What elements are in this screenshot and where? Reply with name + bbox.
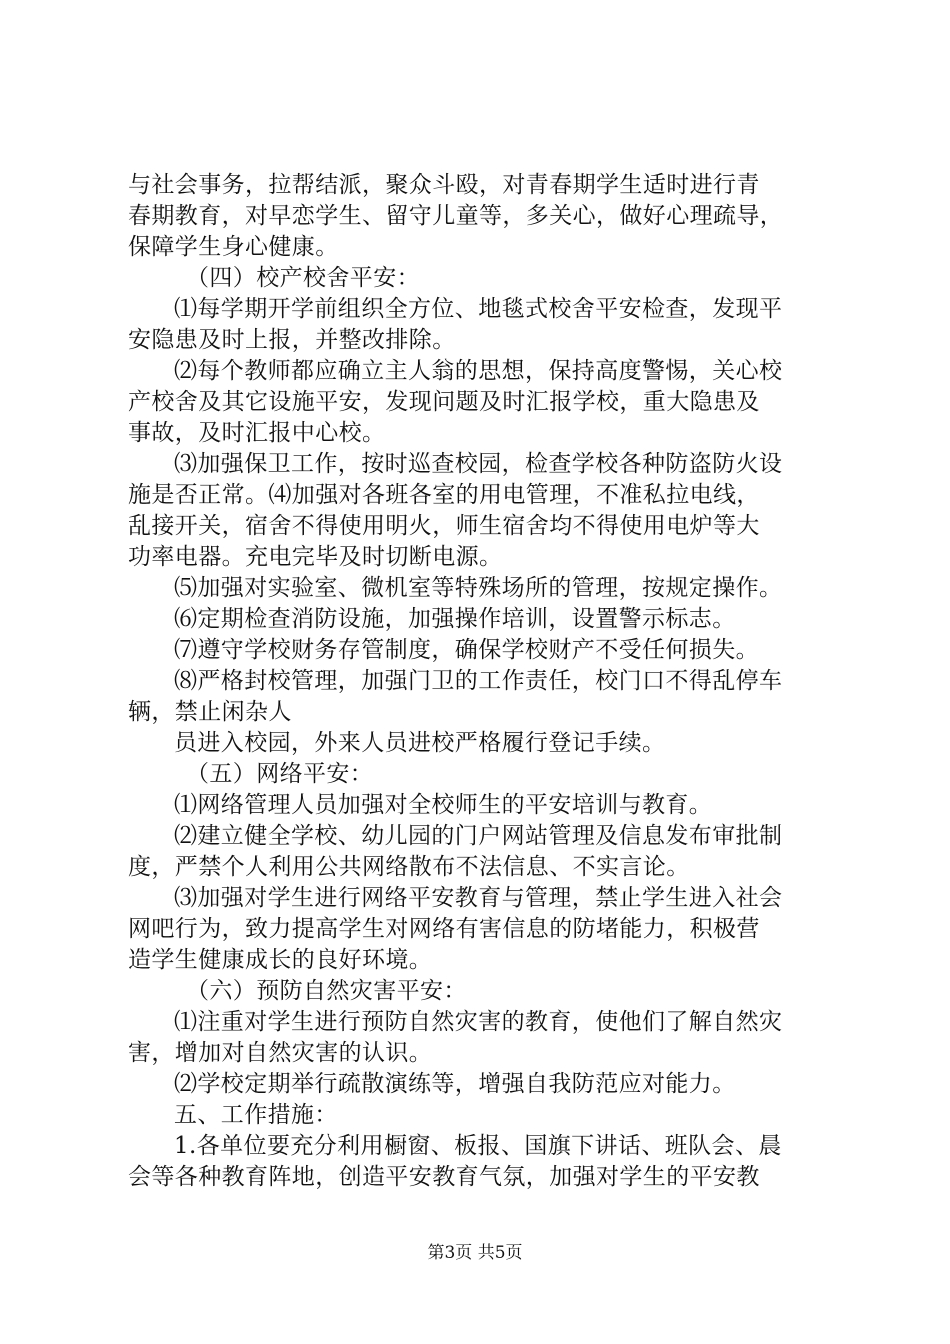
text-line: ⑴每学期开学前组织全方位、地毯式校舍平安检查，发现平 (174, 296, 783, 322)
text-line: 会等各种教育阵地，创造平安教育气氛，加强对学生的平安教 (128, 1164, 760, 1190)
text-line: ⑵每个教师都应确立主人翁的思想，保持高度警惕，关心校 (174, 358, 783, 384)
text-line: ⑶加强保卫工作，按时巡查校园，检查学校各种防盗防火设 (174, 451, 783, 477)
text-line: 功率电器。充电完毕及时切断电源。 (128, 544, 503, 570)
text-line: ⑺遵守学校财务存管制度，确保学校财产不受任何损失。 (174, 637, 759, 663)
text-line: 辆，禁止闲杂人 (128, 699, 292, 725)
text-line: 保障学生身心健康。 (128, 234, 339, 260)
text-line: 员进入校园，外来人员进校严格履行登记手续。 (174, 730, 666, 756)
text-line: 1.各单位要充分利用橱窗、板报、国旗下讲话、班队会、晨 (174, 1133, 782, 1159)
page-number-footer: 第3页 共5页 (427, 1243, 523, 1263)
text-line: 害，增加对自然灾害的认识。 (128, 1040, 433, 1066)
text-line: 造学生健康成长的良好环境。 (128, 947, 433, 973)
text-line: 网吧行为，致力提高学生对网络有害信息的防堵能力，积极营 (128, 916, 760, 942)
text-line: ⑻严格封校管理，加强门卫的工作责任，校门口不得乱停车 (174, 668, 783, 694)
section-heading: （四）校产校舍平安： (186, 265, 420, 291)
text-line: ⑵建立健全学校、幼儿园的门户网站管理及信息发布审批制 (174, 823, 783, 849)
text-line: 春期教育，对早恋学生、留守儿童等，多关心，做好心理疏导， (128, 203, 784, 229)
text-line: 事故，及时汇报中心校。 (128, 420, 386, 446)
document-body (128, 170, 838, 1193)
text-line: ⑵学校定期举行疏散演练等，增强自我防范应对能力。 (174, 1071, 736, 1097)
text-line: 安隐患及时上报，并整改排除。 (128, 327, 456, 353)
text-line: ⑴注重对学生进行预防自然灾害的教育，使他们了解自然灾 (174, 1009, 783, 1035)
text-line: 与社会事务，拉帮结派，聚众斗殴，对青春期学生适时进行青 (128, 172, 760, 198)
section-heading: （六）预防自然灾害平安： (186, 978, 467, 1004)
text-line: ⑸加强对实验室、微机室等特殊场所的管理，按规定操作。 (174, 575, 783, 601)
text-line: 施是否正常。⑷加强对各班各室的用电管理，不准私拉电线， (128, 482, 760, 508)
text-line: 乱接开关，宿舍不得使用明火，师生宿舍均不得使用电炉等大 (128, 513, 760, 539)
text-line: ⑶加强对学生进行网络平安教育与管理，禁止学生进入社会 (174, 885, 783, 911)
section-heading: （五）网络平安： (186, 761, 374, 787)
text-line: ⑹定期检查消防设施，加强操作培训，设置警示标志。 (174, 606, 736, 632)
section-heading: 五、工作措施： (174, 1102, 338, 1128)
text-line: 度，严禁个人利用公共网络散布不法信息、不实言论。 (128, 854, 690, 880)
text-line: ⑴网络管理人员加强对全校师生的平安培训与教育。 (174, 792, 713, 818)
text-line: 产校舍及其它设施平安，发现问题及时汇报学校，重大隐患及 (128, 389, 760, 415)
